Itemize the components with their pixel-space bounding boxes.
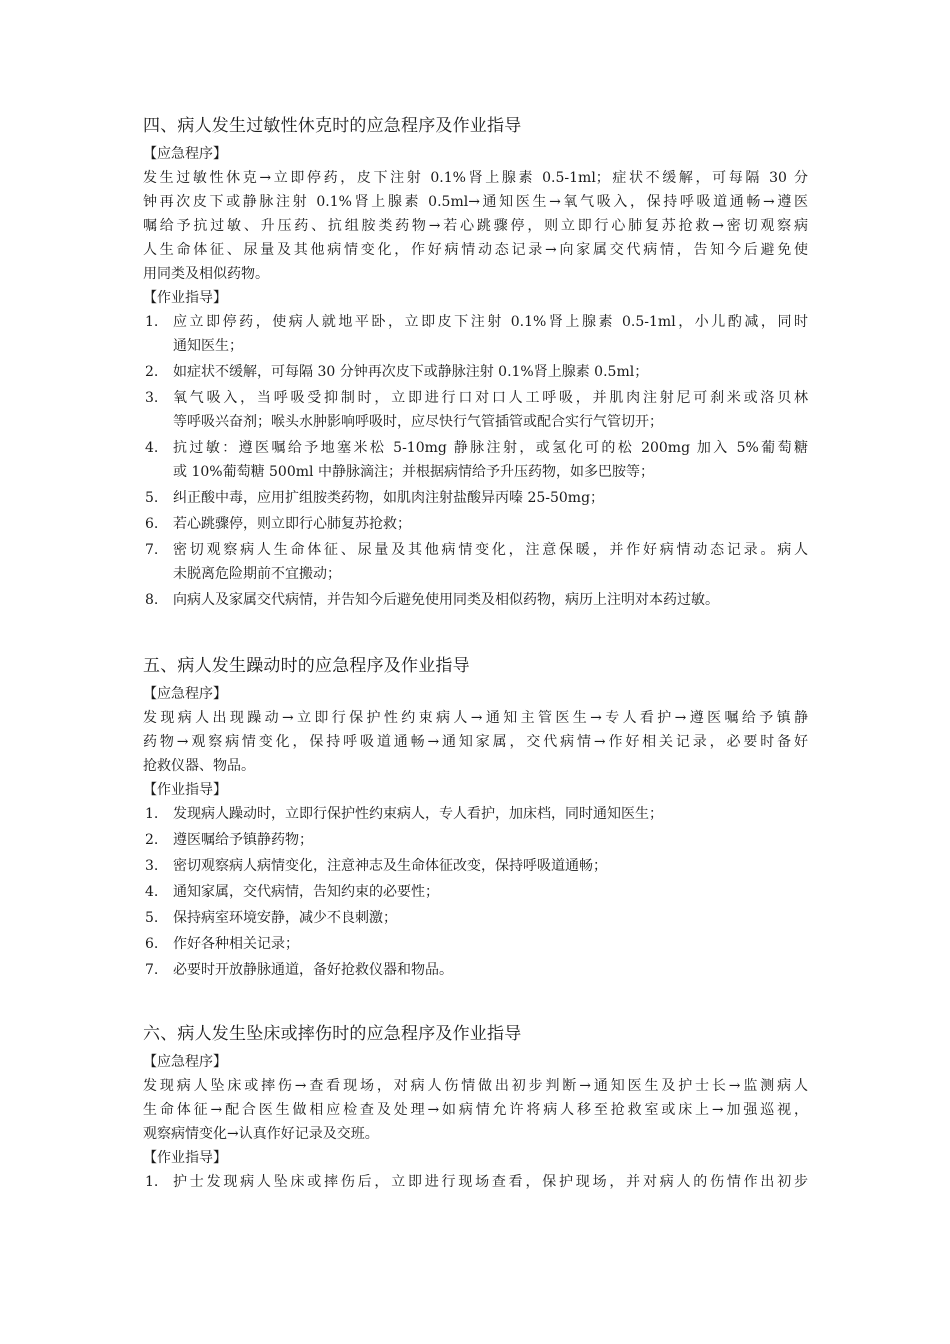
- procedure-line: 发生过敏性休克→立即停药，皮下注射 0.1%肾上腺素 0.5-1ml；症状不缓解，可每隔 30 分: [143, 170, 808, 186]
- item-number: 6.: [145, 516, 159, 532]
- guide-label: 【作业指导】: [143, 290, 227, 306]
- item-number: 1.: [145, 806, 159, 822]
- procedure-line: 发现病人坠床或摔伤→查看现场，对病人伤情做出初步判断→通知医生及护士长→监测病人: [143, 1078, 808, 1094]
- guide-label: 【作业指导】: [143, 782, 227, 798]
- item-number: 7.: [145, 962, 159, 978]
- list-item: [143, 1170, 808, 1194]
- procedure-line: 发现病人出现躁动→立即行保护性约束病人→通知主管医生→专人看护→遵医嘱给予镇静: [143, 710, 808, 726]
- list-item: [143, 828, 808, 852]
- item-number: 3.: [145, 858, 159, 874]
- item-line: 作好各种相关记录；: [173, 936, 299, 952]
- list-item: [143, 906, 808, 930]
- item-line: 遵医嘱给予镇静药物；: [173, 832, 313, 848]
- procedure-line: 钟再次皮下或静脉注射 0.1%肾上腺素 0.5ml→通知医生→氧气吸入，保持呼吸道通畅→遵医: [143, 194, 808, 210]
- item-line: 向病人及家属交代病情，并告知今后避免使用同类及相似药物，病历上注明对本药过敏。: [173, 592, 719, 608]
- item-line: 应立即停药，使病人就地平卧，立即皮下注射 0.1%肾上腺素 0.5-1ml，小儿酌减，同时: [173, 314, 808, 330]
- item-line: 如症状不缓解，可每隔 30 分钟再次皮下或静脉注射 0.1%肾上腺素 0.5ml；: [173, 364, 649, 380]
- list-item: [143, 310, 808, 358]
- item-number: 5.: [145, 490, 159, 506]
- item-line: 发现病人躁动时，立即行保护性约束病人，专人看护，加床档，同时通知医生；: [173, 806, 663, 822]
- item-line: 未脱离危险期前不宜搬动；: [173, 566, 341, 582]
- list-item: [143, 854, 808, 878]
- list-item: [143, 538, 808, 586]
- section-heading: 四、病人发生过敏性休克时的应急程序及作业指导: [143, 116, 522, 136]
- item-line: 氧气吸入，当呼吸受抑制时，立即进行口对口人工呼吸，并肌肉注射尼可刹米或洛贝林: [173, 390, 808, 406]
- procedure-label: 【应急程序】: [143, 1054, 227, 1070]
- procedure-line: 观察病情变化→认真作好记录及交班。: [143, 1126, 379, 1142]
- item-number: 7.: [145, 542, 159, 558]
- list-item: [143, 802, 808, 826]
- procedure-text: [143, 706, 808, 778]
- procedure-line: 抢救仪器、物品。: [143, 758, 255, 774]
- procedure-label: 【应急程序】: [143, 146, 227, 162]
- item-line: 抗过敏：遵医嘱给予地塞米松 5-10mg 静脉注射，或氢化可的松 200mg 加入 5%葡萄糖: [173, 440, 808, 456]
- list-item: [143, 588, 808, 612]
- item-line: 护士发现病人坠床或摔伤后，立即进行现场查看，保护现场，并对病人的伤情作出初步: [173, 1174, 808, 1190]
- procedure-text: [143, 1074, 808, 1146]
- item-line: 等呼吸兴奋剂；喉头水肿影响呼吸时，应尽快行气管插管或配合实行气管切开；: [173, 414, 663, 430]
- procedure-line: 人生命体征、尿量及其他病情变化，作好病情动态记录→向家属交代病情，告知今后避免使: [143, 242, 808, 258]
- item-number: 1.: [145, 314, 159, 330]
- procedure-line: 嘱给予抗过敏、升压药、抗组胺类药物→若心跳骤停，则立即行心肺复苏抢救→密切观察病: [143, 218, 808, 234]
- item-line: 保持病室环境安静，减少不良刺激；: [173, 910, 397, 926]
- item-line: 通知医生；: [173, 338, 243, 354]
- item-line: 若心跳骤停，则立即行心肺复苏抢救；: [173, 516, 411, 532]
- item-line: 密切观察病人生命体征、尿量及其他病情变化，注意保暖，并作好病情动态记录。病人: [173, 542, 808, 558]
- item-number: 1.: [145, 1174, 159, 1190]
- item-number: 3.: [145, 390, 159, 406]
- section-heading: 六、病人发生坠床或摔伤时的应急程序及作业指导: [143, 1024, 522, 1044]
- procedure-line: 用同类及相似药物。: [143, 266, 269, 282]
- item-number: 6.: [145, 936, 159, 952]
- item-number: 5.: [145, 910, 159, 926]
- document-page: [143, 110, 808, 1196]
- guide-list: [143, 1170, 808, 1194]
- guide-label: 【作业指导】: [143, 1150, 227, 1166]
- list-item: [143, 932, 808, 956]
- item-number: 2.: [145, 364, 159, 380]
- item-line: 必要时开放静脉通道，备好抢救仪器和物品。: [173, 962, 453, 978]
- section-agitation: [143, 650, 808, 982]
- item-line: 密切观察病人病情变化，注意神志及生命体征改变，保持呼吸道通畅；: [173, 858, 607, 874]
- guide-list: [143, 310, 808, 612]
- item-line: 或 10%葡萄糖 500ml 中静脉滴注；并根据病情给予升压药物，如多巴胺等；: [173, 464, 654, 480]
- list-item: [143, 486, 808, 510]
- section-anaphylactic-shock: [143, 110, 808, 612]
- section-heading: 五、病人发生躁动时的应急程序及作业指导: [143, 656, 470, 676]
- procedure-text: [143, 166, 808, 286]
- procedure-label: 【应急程序】: [143, 686, 227, 702]
- list-item: [143, 436, 808, 484]
- item-number: 8.: [145, 592, 159, 608]
- guide-list: [143, 802, 808, 982]
- section-fall-injury: [143, 1018, 808, 1194]
- item-number: 4.: [145, 884, 159, 900]
- list-item: [143, 512, 808, 536]
- item-number: 2.: [145, 832, 159, 848]
- item-line: 通知家属，交代病情，告知约束的必要性；: [173, 884, 439, 900]
- list-item: [143, 360, 808, 384]
- procedure-line: 生命体征→配合医生做相应检查及处理→如病情允许将病人移至抢救室或床上→加强巡视，: [143, 1102, 808, 1118]
- list-item: [143, 958, 808, 982]
- list-item: [143, 880, 808, 904]
- item-number: 4.: [145, 440, 159, 456]
- procedure-line: 药物→观察病情变化，保持呼吸道通畅→通知家属，交代病情→作好相关记录，必要时备好: [143, 734, 808, 750]
- item-line: 纠正酸中毒，应用扩组胺类药物，如肌肉注射盐酸异丙嗪 25-50mg；: [173, 490, 605, 506]
- list-item: [143, 386, 808, 434]
